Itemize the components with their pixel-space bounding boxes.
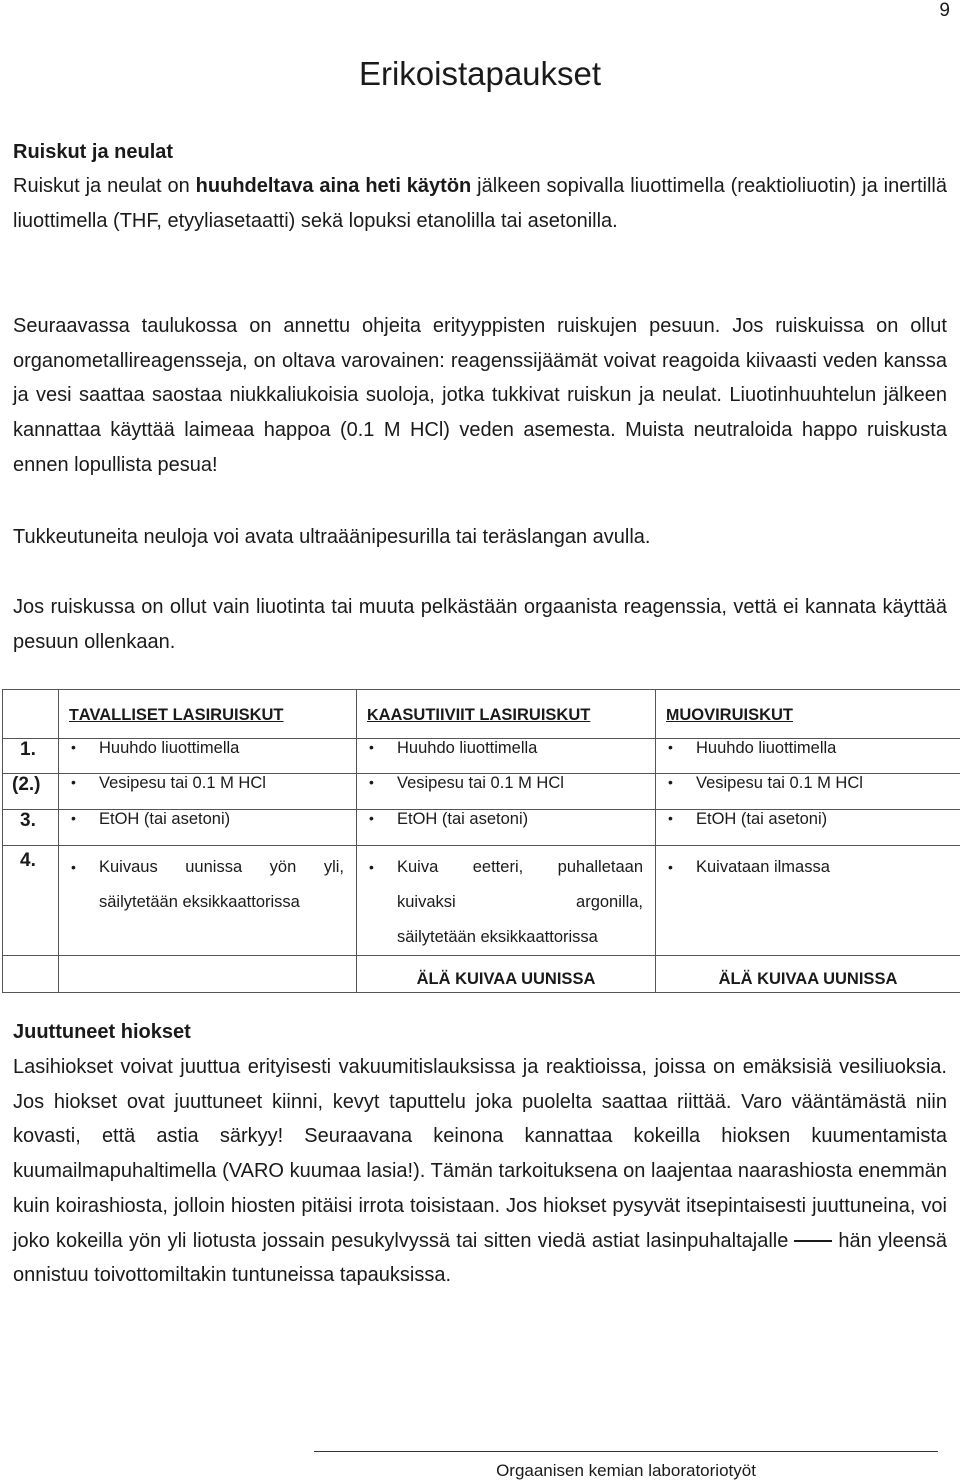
section-heading-syringes: Ruiskut ja neulat: [13, 141, 174, 163]
paragraph-syringe-rinsing: Ruiskut ja neulat on huuhdeltava aina heti käytön jälkeen sopivalla liuottimella (reaktioliuotin) ja inertillä liuottimella (THF, etyyliasetaatti) sekä lopuksi etanolilla tai asetonilla.: [13, 175, 947, 232]
header-gastight-glass-syringes: KAASUTIIVIIT LASIRUISKUT: [357, 690, 656, 739]
table-cell: • Huuhdo liuottimella: [59, 739, 357, 774]
page-title: Erikoistapaukset: [358, 55, 602, 92]
section-heading-stuck-joints: Juuttuneet hiokset: [13, 1021, 191, 1043]
step-number: (2.): [3, 774, 59, 810]
table-corner-cell: [3, 690, 59, 739]
step-number: 1.: [3, 739, 59, 774]
table-cell: • Vesipesu tai 0.1 M HCl: [357, 774, 656, 810]
bullet-icon: •: [369, 859, 374, 875]
step-number: 4.: [3, 846, 59, 956]
table-row: [3, 774, 960, 810]
table-cell: • Kuiva eetteri, puhalletaan kuivaksi argonilla, säilytetään eksikkaattorissa: [357, 846, 656, 956]
table-cell: • Huuhdo liuottimella: [656, 739, 960, 774]
page-number: 9: [939, 0, 950, 21]
table-header-row: [3, 690, 960, 739]
table-cell: • Kuivataan ilmassa: [656, 846, 960, 956]
table-cell: • Huuhdo liuottimella: [357, 739, 656, 774]
bullet-icon: •: [71, 859, 76, 875]
bullet-icon: •: [71, 810, 76, 826]
table-cell: [59, 956, 357, 993]
dash-separator: [794, 1240, 832, 1242]
bullet-icon: •: [668, 774, 673, 790]
table-row: [3, 846, 960, 956]
bullet-icon: •: [369, 774, 374, 790]
paragraph-stuck-joints: Lasihiokset voivat juuttua erityisesti vakuumitislauksissa ja reaktioissa, joissa on emäksisiä vesiliuoksia. Jos hiokset ovat juuttuneet kiinni, kevyt taputtelu joka puolelta saattaa riittää. Varo vääntämästä niin kovasti, että astia särkyy! Seuraavana keinona kannattaa kokeilla hioksen kuumentamista kuumailmapuhaltimella (VARO kuumaa lasia!). Tämän tarkoituksena on laajentaa naarashiosta enemmän kuin koirashiosta, jolloin hiosten pitäisi irrota toisistaan. Jos hiokset pysyvät itsepintaisesti juuttuneina, voi joko kokeilla yön yli liotusta jossain pesukylvyssä tai sitten viedä astiat lasinpuhaltajalle hän yleensä onnistuu toivottomiltakin tuntuneissa tapauksissa.: [13, 1056, 947, 1287]
paragraph-syringe-washing-guide: Seuraavassa taulukossa on annettu ohjeita erityyppisten ruiskujen pesuun. Jos ruiskuissa on ollut organometallireagensseja, on oltava varovainen: reagenssijäämät voivat reagoida kiivaasti veden kanssa ja vesi saattaa saostaa niukkaliukoisia suoloja, jotka tukkivat ruiskun ja neulat. Liuotinhuuhtelun jälkeen kannattaa käyttää laimeaa happoa (0.1 M HCl) veden asemesta. Muista neutraloida happo ruiskusta ennen lopullista pesua!: [13, 315, 947, 476]
table-row: [3, 739, 960, 774]
paragraph-clogged-needles: Tukkeutuneita neuloja voi avata ultraäänipesurilla tai teräslangan avulla.: [13, 526, 651, 548]
footer-text: Orgaanisen kemian laboratoriotyöt: [496, 1461, 756, 1480]
paragraph-solvent-only: Jos ruiskussa on ollut vain liuotinta tai muuta pelkästään orgaanista reagenssia, vettä ei kannata käyttää pesuun ollenkaan.: [13, 596, 947, 653]
footer-divider: [314, 1451, 938, 1452]
syringe-cleaning-table: [2, 689, 960, 993]
warning-do-not-oven-dry: ÄLÄ KUIVAA UUNISSA: [656, 956, 960, 993]
table-cell: [3, 956, 59, 993]
table-cell: • EtOH (tai asetoni): [357, 810, 656, 846]
bullet-icon: •: [369, 810, 374, 826]
step-number: 3.: [3, 810, 59, 846]
bullet-icon: •: [71, 774, 76, 790]
table-cell: • Kuivaus uunissa yön yli, säilytetään eksikkaattorissa: [59, 846, 357, 956]
bullet-icon: •: [668, 810, 673, 826]
table-cell: • Vesipesu tai 0.1 M HCl: [59, 774, 357, 810]
header-standard-glass-syringes: TAVALLISET LASIRUISKUT: [59, 690, 357, 739]
bullet-icon: •: [71, 739, 76, 755]
bullet-icon: •: [668, 739, 673, 755]
bullet-icon: •: [668, 859, 673, 875]
table-cell: • EtOH (tai asetoni): [656, 810, 960, 846]
table-row: [3, 810, 960, 846]
bullet-icon: •: [369, 739, 374, 755]
table-cell: • Vesipesu tai 0.1 M HCl: [656, 774, 960, 810]
table-cell: • EtOH (tai asetoni): [59, 810, 357, 846]
warning-do-not-oven-dry: ÄLÄ KUIVAA UUNISSA: [357, 956, 656, 993]
header-plastic-syringes: MUOVIRUISKUT: [656, 690, 960, 739]
table-warning-row: [3, 956, 960, 993]
